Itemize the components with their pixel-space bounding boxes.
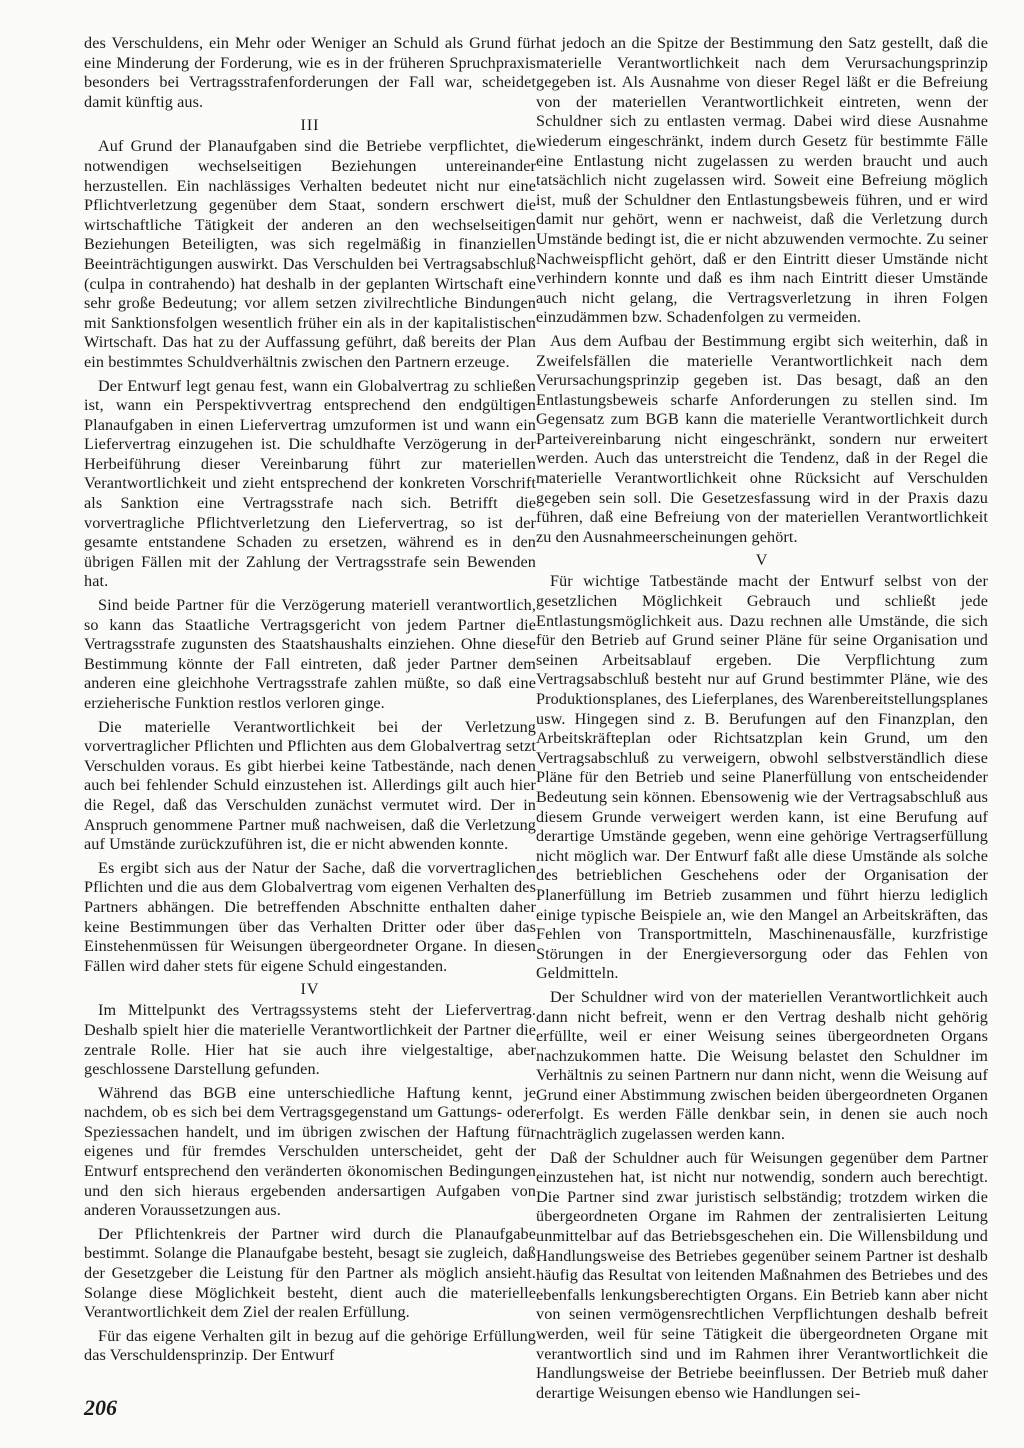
right-column xyxy=(536,34,988,1407)
paragraph: Im Mittelpunkt des Vertragssystems steht der Liefervertrag. Deshalb spielt hier die materielle Verantwortlichkeit der Partner die zentrale Rolle. Hier hat sie auch ihre vielgestaltige, aber geschlossene Darstellung gefunden. xyxy=(84,1001,536,1079)
paragraph: Für wichtige Tatbestände macht der Entwurf selbst von der gesetzlichen Möglichkeit Gebrauch und schließt jede Entlastungsmöglichkeit aus. Dazu rechnen alle Umstände, die sich für den Betrieb auf Grund seiner Pläne für seine Organisation und seinen Arbeitsablauf ergeben. Die Verpflichtung zum Vertragsabschluß besteht nur auf Grund bestimmter Pläne, wie des Produktionsplanes, des Lieferplanes, des Warenbereitstellungsplanes usw. Hingegen sind z. B. Berufungen auf den Finanzplan, den Arbeitskräfteplan oder Richtsatzplan kein Grund, um den Vertragsabschluß zu verweigern, obwohl selbstverständlich diese Pläne für den Betrieb und seine Planerfüllung von entscheidender Bedeutung sein können. Ebensowenig wie der Vertragsabschluß aus diesem Grunde verweigert werden kann, ist eine Berufung auf derartige Umstände gegeben, wenn eine gehörige Vertragserfüllung nicht möglich war. Der Entwurf faßt alle diese Umstände als solche des betrieblichen Geschehens oder der Organisation der Planerfüllung im Betrieb zusammen und führt hierzu lediglich einige typische Beispiele an, wie den Mangel an Arbeitskräften, das Fehlen von Transportmitteln, Maschinenausfälle, kurzfristige Störungen in der Energieversorgung oder das Fehlen von Geldmitteln. xyxy=(536,572,988,983)
section-heading: III xyxy=(300,117,320,135)
paragraph: des Verschuldens, ein Mehr oder Weniger an Schuld als Grund für eine Minderung der Forderung, wie es in der früheren Spruchpraxis besonders bei Vertragsstrafenforderungen der Fall war, scheidet damit künftig aus. xyxy=(84,34,536,111)
paragraph: Daß der Schuldner auch für Weisungen gegenüber dem Partner einzustehen hat, ist nicht nur notwendig, sondern auch berechtigt. Die Partner sind zwar juristisch selbständig; trotzdem wirken die übergeordneten Organe im Rahmen der zentralisierten Leitung unmittelbar auf das Betriebsgeschehen ein. Die Willensbildung und Handlungsweise des Betriebes gegenüber seinem Partner ist deshalb häufig das Resultat von leitenden Maßnahmen des Betriebes und des ebenfalls lenkungsberechtigten Organs. Ein Betrieb kann aber nicht von seinen vermögensrechtlichen Verpflichtungen deshalb befreit werden, weil für seine Tätigkeit die übergeordneten Organe mit verantwortlich sind und im Rahmen ihrer Verantwortlichkeit die Handlungsweise der Betriebe beeinflussen. Der Betrieb muß daher derartige Weisungen ebenso wie Handlungen sei- xyxy=(536,1148,988,1402)
paragraph: Während das BGB eine unterschiedliche Haftung kennt, je nachdem, ob es sich bei dem Vertragsgegenstand um Gattungs- oder Speziessachen handelt, und im übrigen zwischen der Haftung für eigenes und für fremdes Verschulden unterscheidet, geht der Entwurf entsprechend den veränderten ökonomischen Bedingungen und den sich hieraus ergebenden andersartigen Aufgaben von anderen Voraussetzungen aus. xyxy=(84,1083,536,1220)
paragraph: Es ergibt sich aus der Natur der Sache, daß die vorvertraglichen Pflichten und die aus dem Globalvertrag vom eigenen Verhalten des Partners abhängen. Die betreffenden Abschnitte enthalten daher keine Bestimmungen über das Verhalten Dritter oder über das Einstehenmüssen für Weisungen übergeordneter Organe. In diesen Fällen wird daher stets für eigene Schuld eingestanden. xyxy=(84,858,536,975)
paragraph: Der Entwurf legt genau fest, wann ein Globalvertrag zu schließen ist, wann ein Perspektivvertrag entsprechend den endgültigen Planaufgaben in einen Liefervertrag umzuformen ist und wann ein Liefervertrag einzugehen ist. Die schuldhafte Verzögerung in der Herbeiführung dieser Vereinbarung führt zur materiellen Verantwortlichkeit und zieht entsprechend der konkreten Vorschrift als Sanktion eine Vertragsstrafe nach sich. Betrifft die vorvertragliche Pflichtverletzung den Liefervertrag, so ist der gesamte entstandene Schaden zu ersetzen, während es in den übrigen Fällen mit der Zahlung der Vertragsstrafe sein Bewenden hat. xyxy=(84,376,536,591)
paragraph: Sind beide Partner für die Verzögerung materiell verantwortlich, so kann das Staatliche Vertragsgericht von jedem Partner die Vertragsstrafe zugunsten des Staatshaushalts einziehen. Ohne diese Bestimmung könnte der Fall eintreten, daß jeder Partner dem anderen eine gleichhohe Vertragsstrafe zahlen müßte, so daß eine erzieherische Funktion restlos verloren ginge. xyxy=(84,596,536,712)
left-column xyxy=(84,34,536,1370)
paragraph: Auf Grund der Planaufgaben sind die Betriebe verpflichtet, die notwendigen wechselseitigen Beziehungen untereinander herzustellen. Ein nachlässiges Verhalten bedeutet nicht nur eine Pflichtverletzung gegenüber dem Staat, sondern erschwert die wirtschaftliche Tätigkeit der anderen an den wechselseitigen Beziehungen Beteiligten, was sich regelmäßig in finanziellen Beeinträchtigungen auswirkt. Das Verschulden bei Vertragsabschluß (culpa in contrahendo) hat deshalb in der geplanten Wirtschaft eine sehr große Bedeutung; vor allem setzen zivilrechtliche Bindungen mit Sanktionsfolgen wesentlich früher ein als in der kapitalistischen Wirtschaft. Das hat zu der Auffassung geführt, daß bereits der Plan ein bestimmtes Schuldverhältnis zwischen den Partnern erzeuge. xyxy=(84,137,536,371)
paragraph: Der Schuldner wird von der materiellen Verantwortlichkeit auch dann nicht befreit, wenn er den Vertrag deshalb nicht gehörig erfüllte, weil er einer Weisung seines übergeordneten Organs nachzukommen hatte. Die Weisung belastet den Schuldner im Verhältnis zu seinen Partnern nur dann nicht, wenn die Weisung auf Grund einer Abstimmung zwischen beiden übergeordneten Organen erfolgt. Es werden Fälle denkbar sein, in denen sie auch noch nachträglich zugelassen werden kann. xyxy=(536,987,988,1144)
paragraph: Aus dem Aufbau der Bestimmung ergibt sich weiterhin, daß in Zweifelsfällen die materielle Verantwortlichkeit nach dem Verursachungsprinzip gegeben ist. Das besagt, daß an den Entlastungsbeweis scharfe Anforderungen zu stellen sind. Im Gegensatz zum BGB kann die materielle Verantwortlichkeit durch Parteivereinbarung nicht eingeschränkt, sondern nur erweitert werden. Auch das unterstreicht die Tendenz, daß in der Regel die materielle Verantwortlichkeit ohne Rücksicht auf Verschulden gegeben sein soll. Die Gesetzesfassung wird in der Praxis dazu führen, daß eine Befreiung von der materiellen Verantwortlichkeit zu den Ausnahmeerscheinungen gehört. xyxy=(536,331,988,546)
paragraph: Für das eigene Verhalten gilt in bezug auf die gehörige Erfüllung das Verschuldensprinzip. Der Entwurf xyxy=(84,1326,536,1365)
section-heading: V xyxy=(755,552,769,570)
paragraph: Die materielle Verantwortlichkeit bei der Verletzung vorvertraglicher Pflichten und Pflichten aus dem Globalvertrag setzt Verschulden voraus. Es gibt hierbei keine Tatbestände, nach denen auch bei fehlender Schuld einzustehen ist. Allerdings gilt auch hier die Regel, daß das Verschulden zunächst vermutet wird. Der in Anspruch genommene Partner muß nachweisen, daß die Verletzung auf Umstände zurückzuführen ist, die er nicht abwenden konnte. xyxy=(84,717,536,854)
paragraph: hat jedoch an die Spitze der Bestimmung den Satz gestellt, daß die materielle Verantwortlichkeit nach dem Verursachungsprinzip gegeben ist. Als Ausnahme von dieser Regel läßt er die Befreiung von der materiellen Verantwortlichkeit eintreten, wenn der Schuldner sich zu entlasten vermag. Dabei wird diese Ausnahme wiederum eingeschränkt, indem durch Gesetz für bestimmte Fälle eine Entlastung nicht zugelassen zu werden braucht und auch tatsächlich nicht zugelassen wird. Soweit eine Befreiung möglich ist, muß der Schuldner den Entlastungsbeweis führen, und er wird damit nur gehört, wenn er nachweist, daß die Verletzung durch Umstände bedingt ist, die er nicht abzuwenden vermochte. Zu seiner Nachweispflicht gehört, daß er den Eintritt dieser Umstände nicht verhindern konnte und daß es ihm nach Eintritt dieser Umstände auch nicht gelang, die Vertragsverletzung in ihren Folgen einzudämmen bzw. Schadenfolgen zu vermeiden. xyxy=(536,34,988,327)
section-heading: IV xyxy=(300,981,320,999)
page-number: 206 xyxy=(84,1395,117,1420)
paragraph: Der Pflichtenkreis der Partner wird durch die Planaufgabe bestimmt. Solange die Planaufgabe besteht, besagt sie zugleich, daß der Gesetzgeber die Leistung für den Partner als möglich ansieht. Solange diese Möglichkeit besteht, dient auch die materielle Verantwortlichkeit dem Ziel der realen Erfüllung. xyxy=(84,1224,536,1322)
